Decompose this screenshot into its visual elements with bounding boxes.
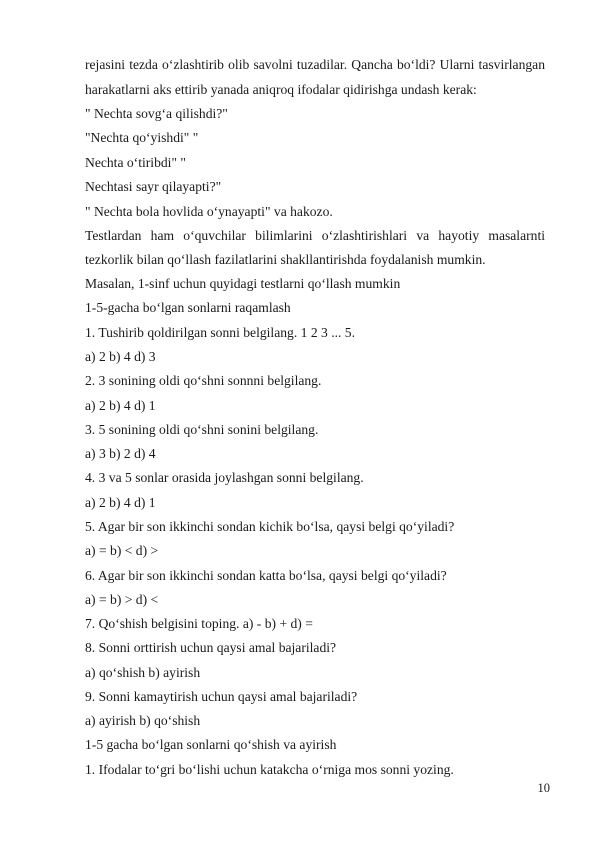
answer-options: a) 2 b) 4 d) 3 [85, 349, 156, 364]
question-line: 8. Sonni orttirish uchun qaysi amal bajariladi? [85, 640, 337, 655]
question-line: 9. Sonni kamaytirish uchun qaysi amal bajariladi? [85, 689, 358, 704]
text-line: Testlardan ham o‘quvchilar bilimlarini o‘zlashtirishlari va hayotiy masalarnti [85, 228, 545, 243]
answer-options: a) = b) > d) < [85, 592, 159, 607]
text-line: " Nechta bola hovlida o‘ynayapti" va hakozo. [85, 204, 333, 219]
question-line: 3. 5 sonining oldi qo‘shni sonini belgilang. [85, 422, 319, 437]
answer-options: a) ayirish b) qo‘shish [85, 713, 201, 728]
page-number: 10 [537, 781, 550, 795]
section-heading: 1-5-gacha bo‘lgan sonlarni raqamlash [85, 300, 291, 315]
question-line: 7. Qo‘shish belgisini toping. a) - b) + d) = [85, 616, 313, 631]
text-line: " Nechta sovg‘a qilishdi?" [85, 106, 228, 121]
answer-options: a) qo‘shish b) ayirish [85, 665, 201, 680]
answer-options: a) 2 b) 4 d) 1 [85, 495, 156, 510]
question-line: 6. Agar bir son ikkinchi sondan katta bo‘lsa, qaysi belgi qo‘yiladi? [85, 568, 447, 583]
section-heading: 1-5 gacha bo‘lgan sonlarni qo‘shish va ayirish [85, 737, 337, 752]
answer-options: a) 3 b) 2 d) 4 [85, 446, 156, 461]
text-line: Masalan, 1-sinf uchun quyidagi testlarni qo‘llash mumkin [85, 276, 401, 291]
text-line: Nechta o‘tiribdi" " [85, 155, 186, 170]
question-line: 5. Agar bir son ikkinchi sondan kichik bo‘lsa, qaysi belgi qo‘yiladi? [85, 519, 455, 534]
text-line: "Nechta qo‘yishdi" " [85, 130, 199, 145]
question-line: 2. 3 sonining oldi qo‘shni sonnni belgilang. [85, 373, 322, 388]
text-line: harakatlarni aks ettirib yanada aniqroq ifodalar qidirishga undash kerak: [85, 82, 477, 97]
question-line: 4. 3 va 5 sonlar orasida joylashgan sonni belgilang. [85, 470, 364, 485]
text-line: rejasini tezda o‘zlashtirib olib savolni tuzadilar. Qancha bo‘ldi? Ularni tasvirlangan [85, 57, 545, 72]
answer-options: a) 2 b) 4 d) 1 [85, 398, 156, 413]
question-line: 1. Tushirib qoldirilgan sonni belgilang. 1 2 3 ... 5. [85, 325, 355, 340]
answer-options: a) = b) < d) > [85, 543, 159, 558]
text-line: Nechtasi sayr qilayapti?" [85, 179, 222, 194]
question-line: 1. Ifodalar to‘gri bo‘lishi uchun katakcha o‘rniga mos sonni yozing. [85, 762, 454, 777]
text-line: tezkorlik bilan qo‘llash fazilatlarini shakllantirishda foydalanish mumkin. [85, 252, 486, 267]
